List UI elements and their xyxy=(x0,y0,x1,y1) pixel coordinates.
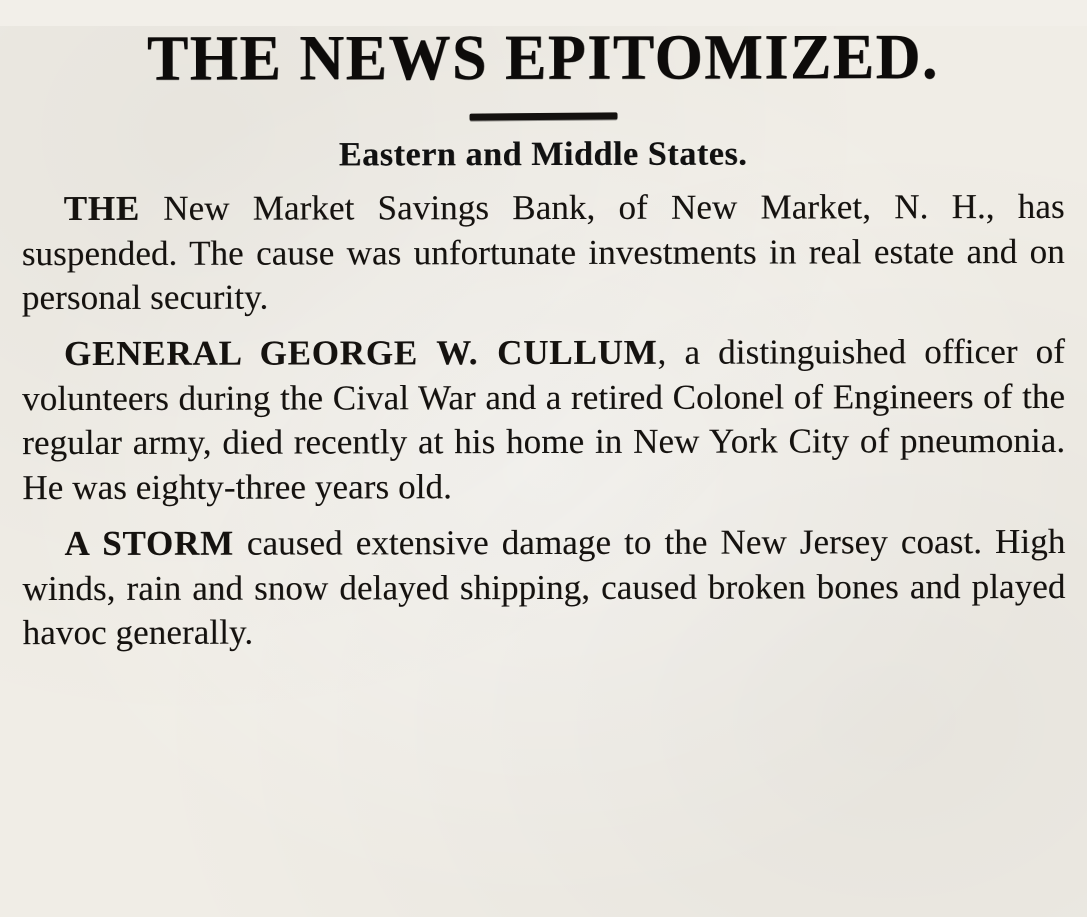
paragraph-3 xyxy=(22,520,1065,655)
divider xyxy=(22,112,1065,121)
article-clipping xyxy=(21,21,1066,656)
paragraph-1-lead: THE xyxy=(63,188,141,229)
paragraph-2 xyxy=(22,330,1065,510)
horizontal-rule-icon xyxy=(469,112,617,120)
page-title: THE NEWS EPITOMIZED. xyxy=(146,21,939,95)
section-subheading: Eastern and Middle States. xyxy=(338,135,748,174)
paragraph-3-lead: A STORM xyxy=(64,523,234,564)
paragraph-3-text: caused extensive damage to the New Jersey coast. High winds, rain and snow delayed shipping, caused broken bones and played havoc generally. xyxy=(22,522,1066,653)
paragraph-2-text: , a distinguished officer of volunteers during the Cival War and a retired Colonel of Engineers of the regular army, died recently at his home in New York City of pneumonia. He was eighty-three years old. xyxy=(22,332,1066,507)
article-body xyxy=(22,185,1066,656)
paragraph-1 xyxy=(22,185,1065,320)
paragraph-2-lead: GENERAL GEORGE W. CULLUM xyxy=(63,333,658,374)
newspaper-clipping-page xyxy=(0,21,1087,917)
paragraph-1-text: New Market Savings Bank, of New Market, N. H., has suspended. The cause was unfortunate investments in real estate and on personal security. xyxy=(21,187,1065,318)
